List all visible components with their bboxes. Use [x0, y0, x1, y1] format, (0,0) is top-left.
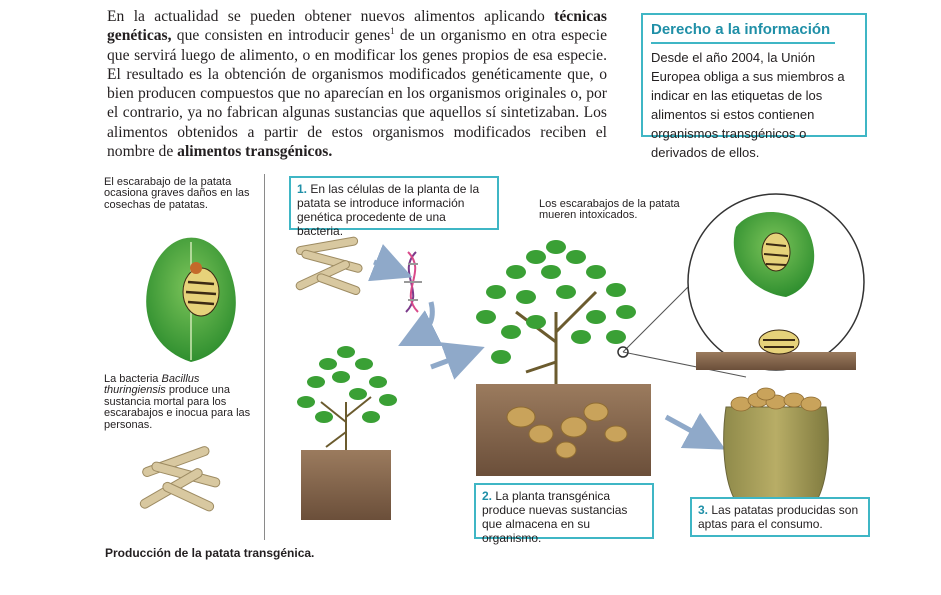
transgenic-plant-icon [476, 240, 651, 476]
beetle-label [104, 177, 254, 211]
intro-bold-2: alimentos transgénicos. [177, 143, 333, 161]
figure-divider [264, 174, 265, 540]
dna-helix-icon [404, 252, 422, 312]
figure-caption: Producción de la patata transgénica. [105, 546, 315, 560]
intro-text-1: En la actualidad se pueden obtener nuevos alimentos aplicando [107, 8, 555, 25]
intro-bold-1: técnicas genéticas, [107, 8, 607, 45]
info-box [641, 13, 867, 160]
bacteria-label [104, 374, 264, 431]
intro-paragraph [107, 7, 607, 161]
bacteria-label-post: produce una sustancia mortal para los escarabajos e inocua para las personas. [104, 384, 251, 431]
beetle-on-leaf-icon [146, 238, 236, 362]
step-1-number: 1. [297, 182, 308, 196]
step-3-text: Las patatas producidas son aptas para el consumo. [698, 503, 859, 531]
info-box-rule [651, 42, 835, 44]
step-3-box [690, 497, 870, 537]
step-1-text: En las células de la planta de la patata se introduce información genética procedente de una bacteria. [297, 182, 480, 238]
intro-text-3: de un organismo en otra especie que servirá luego de alimento, o en modificar los genes propios de esa especie. El resultado es la obtención de organismos modificados genéticamente que, o bien producen compuestos que no aparecían en los organismos originales o, por el contrario, ya no fabrican algunas sustancias que aquellos sí sintetizaban. Los alimentos obtenidos a partir de estos organismos modificados reciben el nombre de [107, 27, 607, 161]
bacteria-label-pre: La bacteria [104, 373, 162, 385]
young-plant-icon [297, 346, 397, 520]
step-2-number: 2. [482, 489, 493, 503]
beetle-label-text: El escarabajo de la patata ocasiona graves daños en las cosechas de patatas. [104, 176, 250, 211]
arrow-1-icon [374, 262, 394, 270]
intro-text-2: que consisten en introducir genes [171, 27, 391, 45]
arrow-4-icon [666, 417, 708, 440]
bacteria-left-icon [139, 445, 221, 512]
step-2-box [474, 483, 654, 545]
footnote-marker: 1 [390, 26, 395, 37]
arrow-3-icon [431, 354, 466, 367]
dead-beetles-label-text: Los escarabajos de la patata mueren intoxicados. [539, 198, 680, 222]
step-3-number: 3. [698, 503, 709, 517]
dead-beetles-label [539, 199, 699, 222]
step-1-box [289, 176, 499, 238]
bacteria-species-name: Bacillus thuringiensis [104, 373, 200, 397]
step-2-text: La planta transgénica produce nuevas sustancias que almacena en su organismo. [482, 489, 628, 545]
info-box-text: Desde el año 2004, la Unión Europea obliga a sus miembros a indicar en las etiquetas de los alimentos si estos contienen organismos transgénicos o derivados de ellos. [651, 50, 845, 160]
bacteria-step1-icon [295, 237, 363, 296]
info-box-title: Derecho a la información [651, 21, 831, 38]
potato-sack-icon [724, 388, 829, 502]
arrow-2-icon [416, 302, 432, 337]
